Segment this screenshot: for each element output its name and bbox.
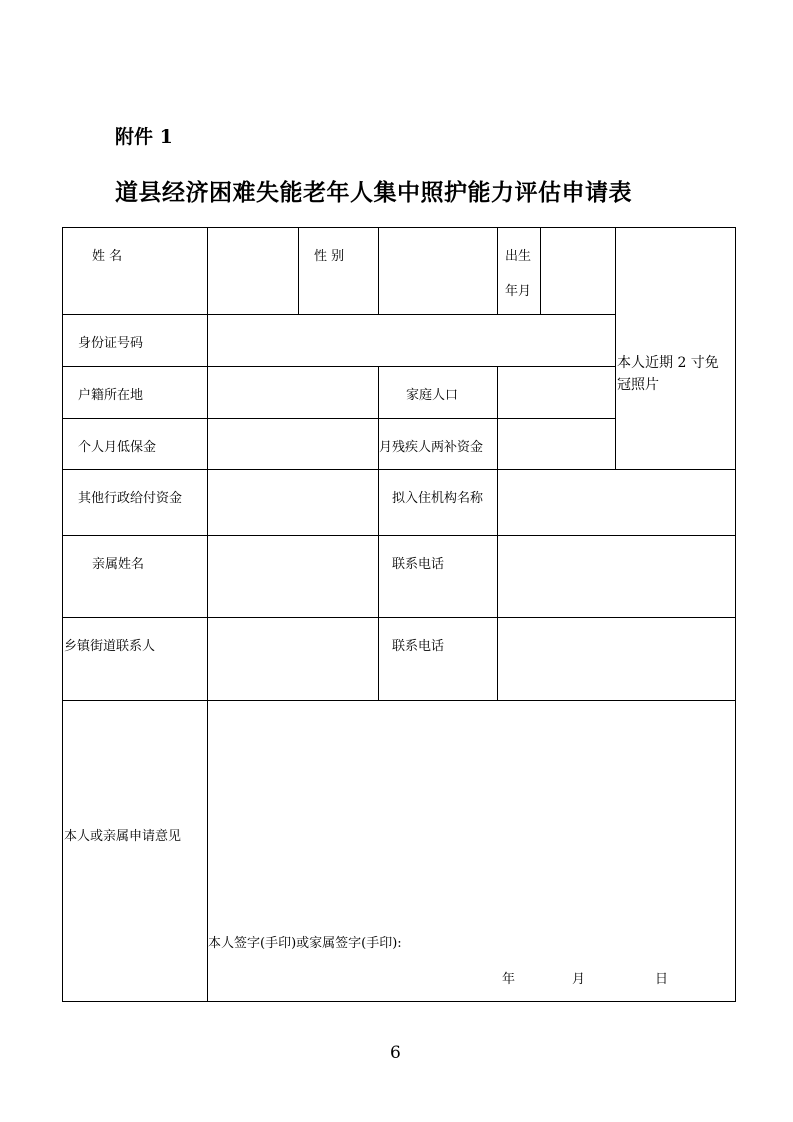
birth-field[interactable] xyxy=(540,227,616,315)
disability-label: 月残疾人两补资金 xyxy=(379,440,484,455)
date-year-label: 年 xyxy=(502,972,516,987)
gender-label-cell xyxy=(298,227,379,315)
photo-label-1: 本人近期 2 寸免 xyxy=(617,355,719,371)
birth-label-2: 年月 xyxy=(505,284,532,299)
township-contact-label-cell xyxy=(62,617,208,701)
institution-field[interactable] xyxy=(497,469,736,536)
disability-field[interactable] xyxy=(497,418,616,470)
relative-name-field[interactable] xyxy=(207,535,379,618)
id-label: 身份证号码 xyxy=(78,336,144,351)
birth-label-1: 出生 xyxy=(505,249,532,264)
page-title: 道县经济困难失能老年人集中照护能力评估申请表 xyxy=(115,179,632,206)
opinion-label-cell xyxy=(62,700,208,1002)
photo-label-2: 冠照片 xyxy=(617,377,659,393)
dibao-label: 个人月低保金 xyxy=(78,440,157,455)
phone-label-cell-1 xyxy=(378,535,498,618)
id-field[interactable] xyxy=(207,314,616,367)
photo-cell[interactable] xyxy=(615,227,736,470)
phone-label-1: 联系电话 xyxy=(392,557,445,572)
name-field[interactable] xyxy=(207,227,299,315)
dibao-field[interactable] xyxy=(207,418,379,470)
relative-phone-field[interactable] xyxy=(497,535,736,618)
name-label: 姓 名 xyxy=(92,249,123,264)
attachment-label: 附件 1 xyxy=(115,126,173,148)
phone-label-2: 联系电话 xyxy=(392,639,445,654)
township-contact-field[interactable] xyxy=(207,617,379,701)
family-size-field[interactable] xyxy=(497,366,616,419)
phone-label-cell-2 xyxy=(378,617,498,701)
other-funds-label: 其他行政给付资金 xyxy=(78,491,183,506)
page-number: 6 xyxy=(390,1043,401,1063)
signature-label: 本人签字(手印)或家属签字(手印): xyxy=(208,936,402,951)
hukou-label: 户籍所在地 xyxy=(78,388,144,403)
other-funds-field[interactable] xyxy=(207,469,379,536)
township-contact-label: 乡镇街道联系人 xyxy=(64,639,156,654)
date-day-label: 日 xyxy=(655,972,669,987)
family-size-label: 家庭人口 xyxy=(406,388,459,403)
institution-label: 拟入住机构名称 xyxy=(392,491,484,506)
relative-name-label: 亲属姓名 xyxy=(92,557,145,572)
opinion-label: 本人或亲属申请意见 xyxy=(64,829,182,844)
name-label-cell xyxy=(62,227,208,315)
gender-label: 性 别 xyxy=(314,249,345,264)
hukou-field[interactable] xyxy=(207,366,379,419)
birth-label-cell xyxy=(497,227,541,315)
relative-name-label-cell xyxy=(62,535,208,618)
township-phone-field[interactable] xyxy=(497,617,736,701)
date-month-label: 月 xyxy=(572,972,586,987)
opinion-field[interactable] xyxy=(207,700,736,1002)
gender-field[interactable] xyxy=(378,227,498,315)
